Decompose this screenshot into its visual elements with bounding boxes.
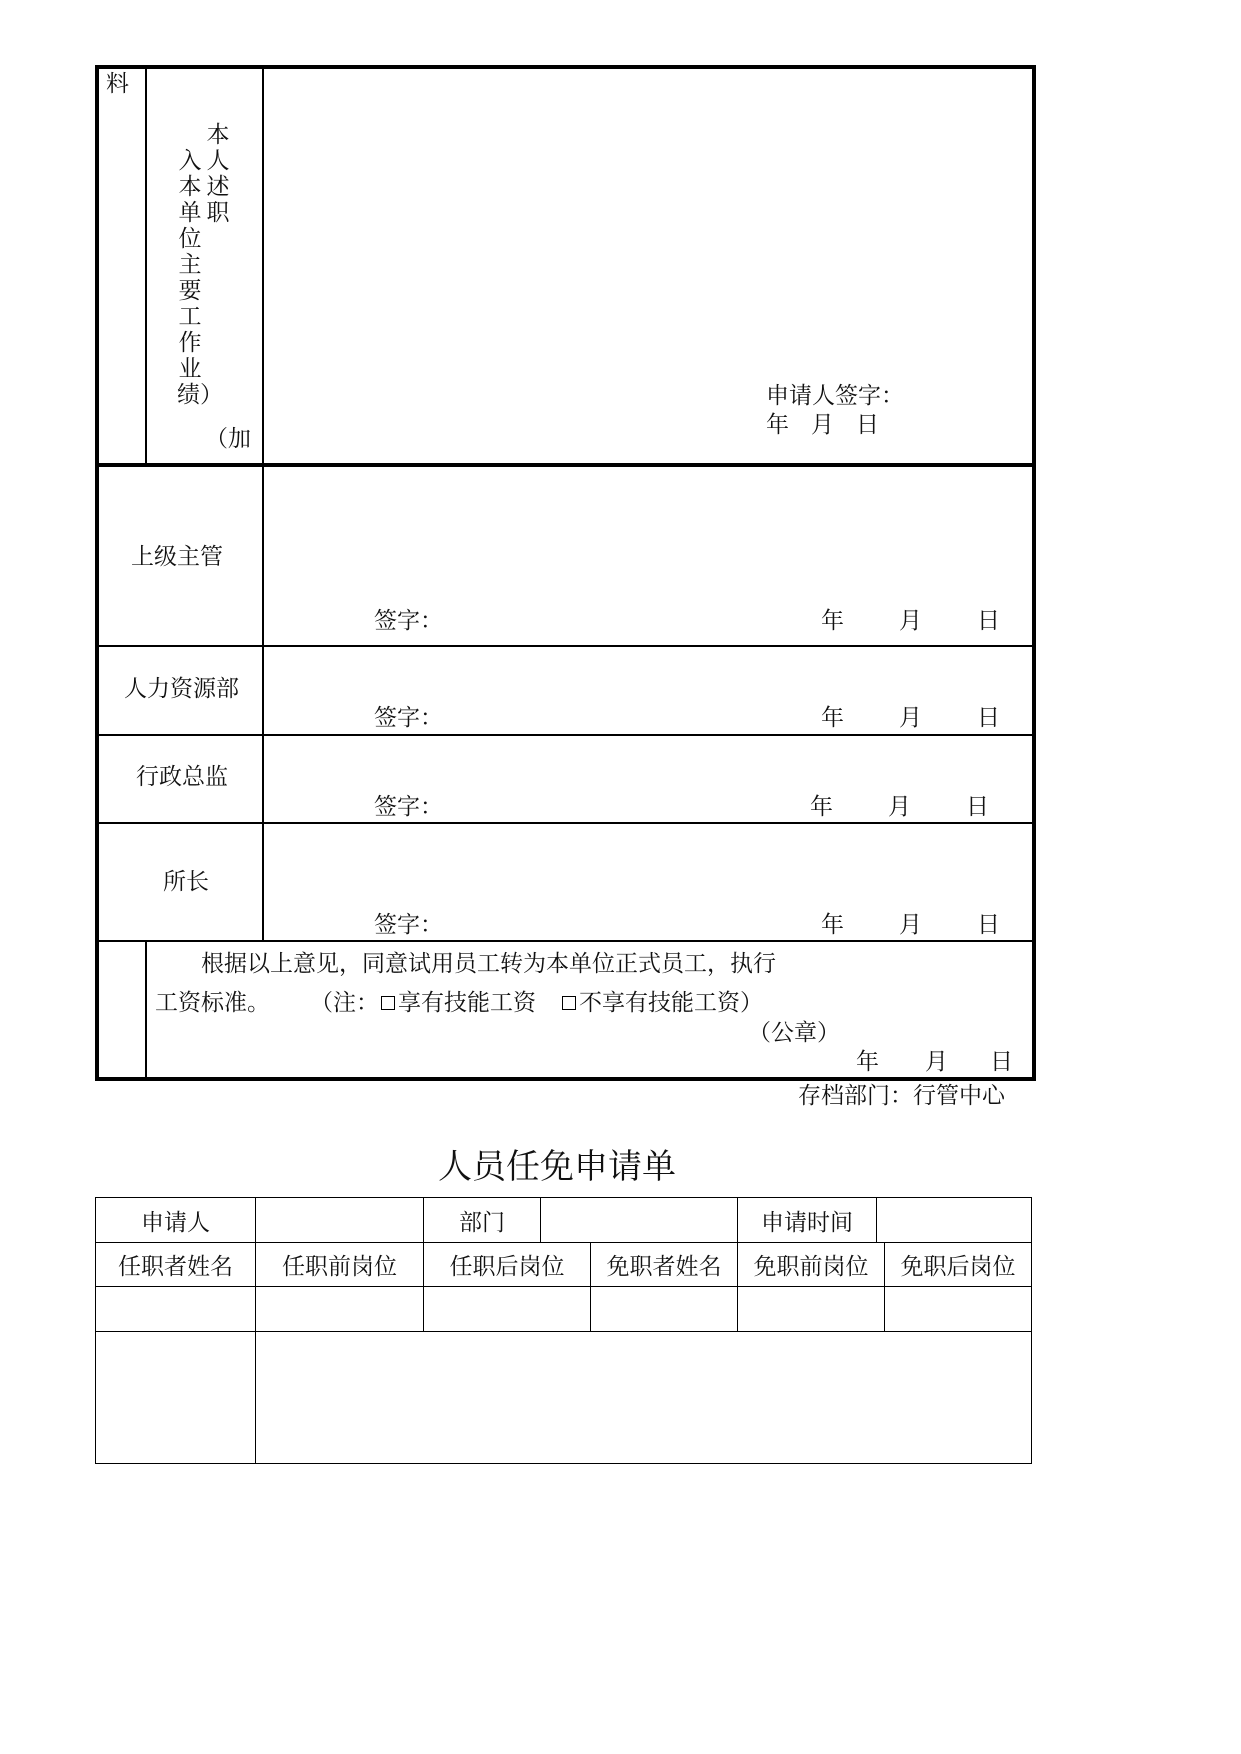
applicant-label: 申请人 bbox=[96, 1198, 256, 1243]
month-label: 月 bbox=[888, 794, 911, 820]
checkbox-no-skill-wage[interactable] bbox=[562, 996, 576, 1010]
row-divider bbox=[95, 822, 1036, 824]
table-cell[interactable] bbox=[256, 1287, 424, 1332]
conclusion-line-2 bbox=[155, 992, 763, 1015]
reason-label-cell bbox=[96, 1332, 256, 1464]
self-report-note: （加 bbox=[205, 426, 251, 452]
day-label: 日 bbox=[856, 412, 879, 438]
column-header: 免职者姓名 bbox=[591, 1243, 738, 1287]
column-header: 免职前岗位 bbox=[738, 1243, 885, 1287]
table-cell[interactable] bbox=[424, 1287, 591, 1332]
day-label: 日 bbox=[966, 794, 989, 820]
day-label: 日 bbox=[977, 705, 1000, 731]
department-label: 部门 bbox=[424, 1198, 541, 1243]
admin-director-label: 行政总监 bbox=[136, 764, 228, 790]
column-divider bbox=[262, 65, 264, 941]
table-cell[interactable] bbox=[96, 1287, 256, 1332]
side-label-fragment: 料 bbox=[106, 71, 129, 97]
month-label: 月 bbox=[811, 412, 834, 438]
applicant-signature-label: 申请人签字： bbox=[766, 383, 904, 409]
year-label: 年 bbox=[821, 608, 844, 634]
self-report-label: 本人述职 bbox=[206, 122, 230, 226]
month-label: 月 bbox=[899, 608, 922, 634]
column-divider bbox=[145, 65, 147, 465]
row-divider bbox=[95, 463, 1036, 467]
application-time-input[interactable] bbox=[877, 1198, 1032, 1243]
year-label: 年 bbox=[856, 1049, 879, 1075]
salary-standard-text: 工资标准。 bbox=[155, 990, 270, 1016]
month-label: 月 bbox=[925, 1049, 948, 1075]
column-header: 任职前岗位 bbox=[256, 1243, 424, 1287]
sign-label: 签字： bbox=[374, 912, 443, 938]
sign-label: 签字： bbox=[374, 608, 443, 634]
archive-department-note: 存档部门：行管中心 bbox=[798, 1083, 1005, 1109]
table-cell[interactable] bbox=[591, 1287, 738, 1332]
self-report-sub-label: 入本单位主要工作业绩） bbox=[177, 148, 223, 408]
note-prefix: （注： bbox=[310, 990, 379, 1016]
sign-label: 签字： bbox=[374, 794, 443, 820]
department-input[interactable] bbox=[541, 1198, 738, 1243]
checkbox-skill-wage[interactable] bbox=[381, 996, 395, 1010]
column-header: 免职后岗位 bbox=[885, 1243, 1032, 1287]
option-no-skill-wage-label: 不享有技能工资） bbox=[579, 990, 763, 1016]
year-label: 年 bbox=[821, 912, 844, 938]
row-divider bbox=[95, 734, 1036, 736]
official-seal-label: （公章） bbox=[748, 1020, 840, 1046]
self-report-content-area[interactable] bbox=[266, 70, 1030, 462]
day-label: 日 bbox=[990, 1049, 1013, 1075]
year-label: 年 bbox=[821, 705, 844, 731]
supervisor-label: 上级主管 bbox=[131, 544, 223, 570]
day-label: 日 bbox=[977, 608, 1000, 634]
table-cell[interactable] bbox=[738, 1287, 885, 1332]
option-skill-wage-label: 享有技能工资 bbox=[398, 990, 536, 1016]
conclusion-line-1: 根据以上意见，同意试用员工转为本单位正式员工，执行 bbox=[201, 951, 776, 977]
sign-label: 签字： bbox=[374, 705, 443, 731]
hr-dept-label: 人力资源部 bbox=[124, 676, 239, 702]
page-title: 人员任免申请单 bbox=[438, 1147, 676, 1187]
column-divider bbox=[145, 940, 147, 1080]
table-cell[interactable] bbox=[885, 1287, 1032, 1332]
column-header: 任职者姓名 bbox=[96, 1243, 256, 1287]
reason-content-area[interactable] bbox=[256, 1332, 1032, 1464]
year-label: 年 bbox=[766, 412, 789, 438]
column-header: 任职后岗位 bbox=[424, 1243, 591, 1287]
application-time-label: 申请时间 bbox=[738, 1198, 877, 1243]
year-label: 年 bbox=[810, 794, 833, 820]
day-label: 日 bbox=[977, 912, 1000, 938]
applicant-date-label bbox=[766, 414, 879, 437]
month-label: 月 bbox=[899, 705, 922, 731]
month-label: 月 bbox=[899, 912, 922, 938]
row-divider bbox=[95, 645, 1036, 647]
director-label: 所长 bbox=[163, 869, 209, 895]
applicant-input[interactable] bbox=[256, 1198, 424, 1243]
row-divider bbox=[95, 940, 1036, 942]
